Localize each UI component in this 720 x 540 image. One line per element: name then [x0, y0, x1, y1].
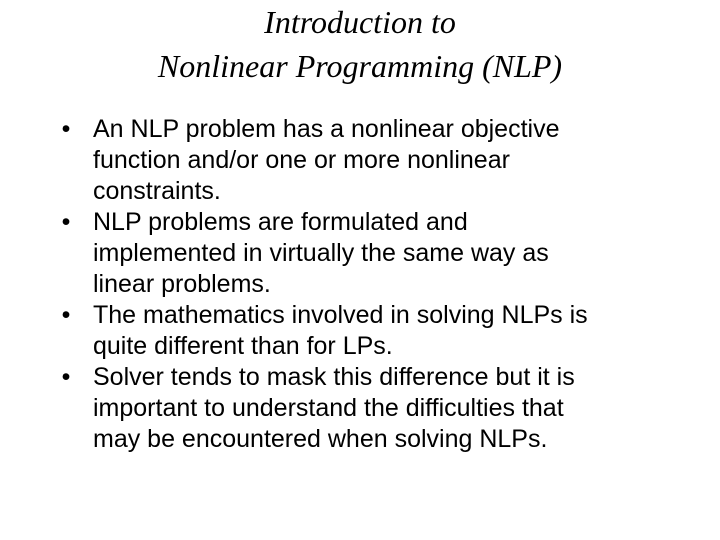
bullet-dot-icon: • — [61, 208, 71, 236]
title-line-1: Introduction to — [264, 4, 456, 40]
bullet-dot-icon: • — [61, 301, 71, 329]
bullet-4-line-2: important to understand the difficulties that — [93, 394, 564, 422]
bullet-2-line-3: linear problems. — [93, 270, 271, 298]
bullet-4-line-3: may be encountered when solving NLPs. — [93, 425, 548, 453]
bullet-list — [56, 114, 676, 455]
bullet-3-line-1: The mathematics involved in solving NLPs is — [93, 301, 588, 329]
bullet-item-3 — [56, 300, 676, 362]
bullet-dot-icon: • — [61, 115, 71, 143]
bullet-item-4 — [56, 362, 676, 455]
bullet-4-line-1: Solver tends to mask this difference but it is — [93, 363, 575, 391]
bullet-2-line-1: NLP problems are formulated and — [93, 208, 468, 236]
bullet-1-line-2: function and/or one or more nonlinear — [93, 146, 510, 174]
bullet-item-1 — [56, 114, 676, 207]
bullet-3-line-2: quite different than for LPs. — [93, 332, 393, 360]
slide-title — [0, 0, 720, 88]
bullet-1-line-1: An NLP problem has a nonlinear objective — [93, 115, 560, 143]
bullet-2-line-2: implemented in virtually the same way as — [93, 239, 549, 267]
title-line-2: Nonlinear Programming (NLP) — [157, 48, 563, 84]
bullet-item-2 — [56, 207, 676, 300]
bullet-1-line-3: constraints. — [93, 177, 221, 205]
bullet-dot-icon: • — [61, 363, 71, 391]
